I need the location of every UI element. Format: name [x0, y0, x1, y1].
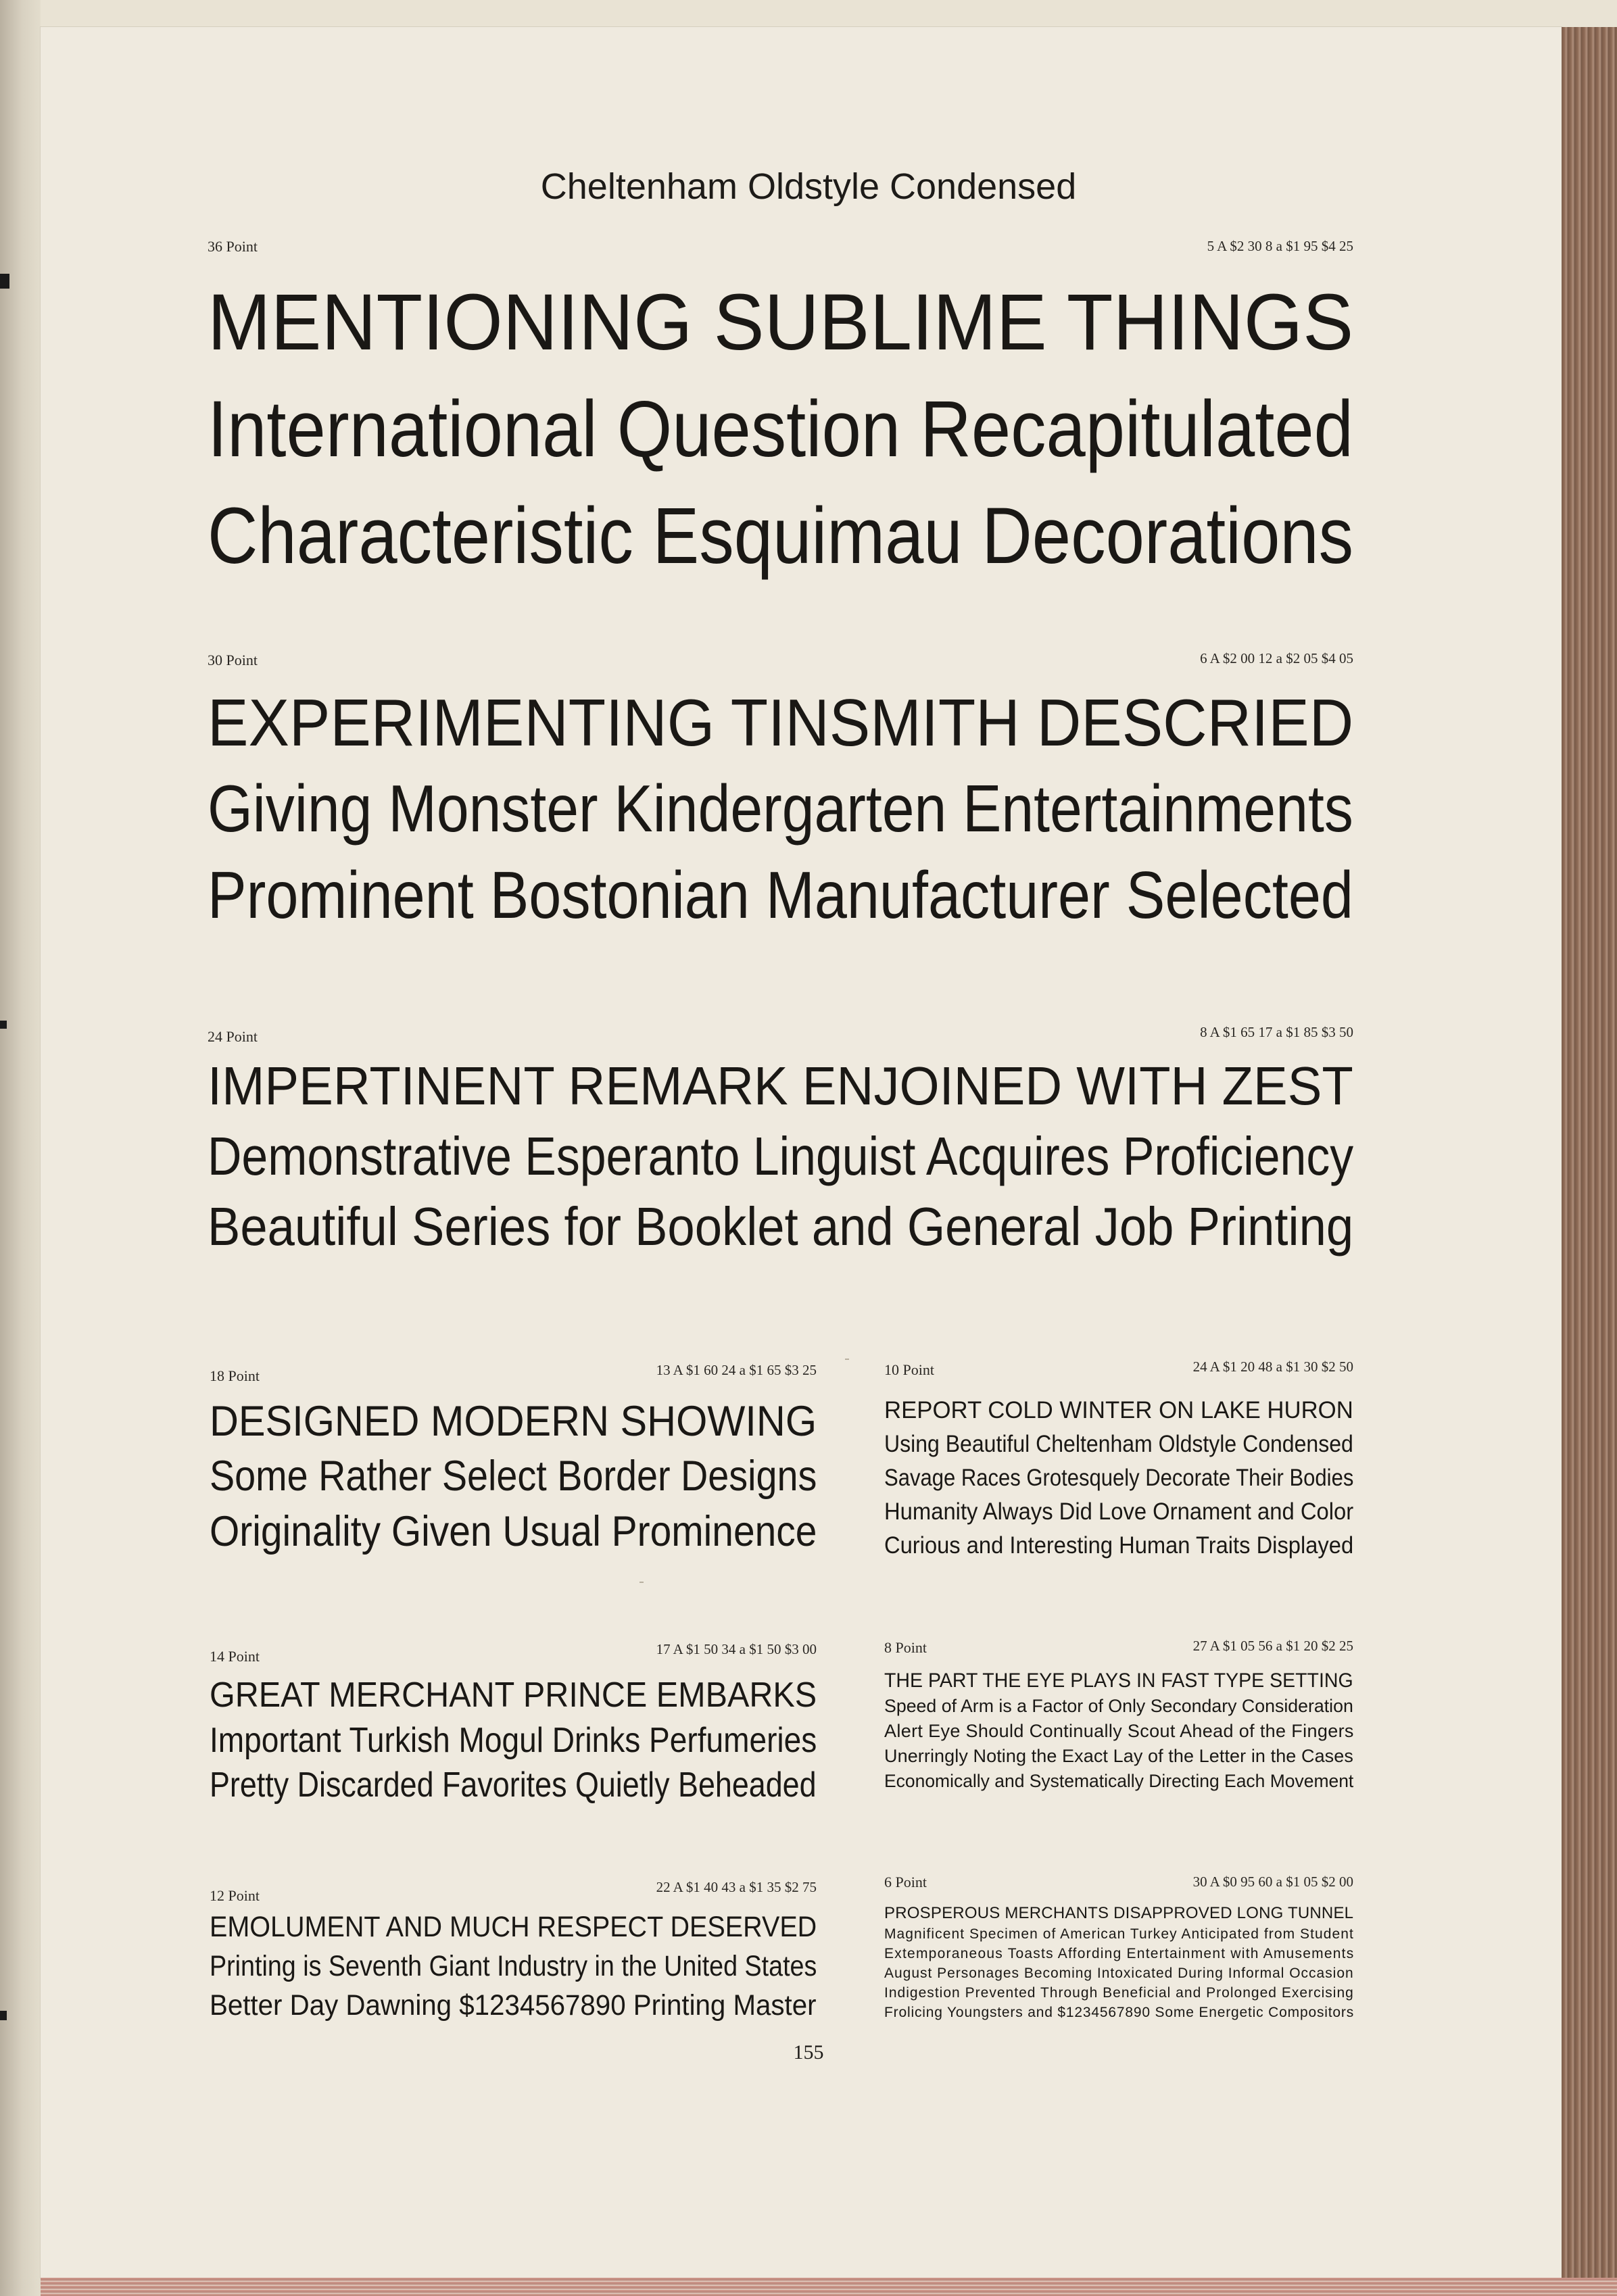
point-size-label: 30 Point	[208, 652, 258, 668]
specimen-36-point	[208, 237, 1353, 581]
point-size-label: 6 Point	[884, 1874, 927, 1890]
point-size-label: 8 Point	[884, 1639, 927, 1656]
specimen-line: Prominent Bostonian Manufacturer Selected	[208, 858, 1353, 932]
specimen-line: Curious and Interesting Human Traits Displayed	[884, 1532, 1354, 1559]
price-list: 8 A $1 65 17 a $1 85 $3 50	[1200, 1024, 1353, 1040]
specimen-30-point	[208, 650, 1353, 948]
specimen-line: REPORT COLD WINTER ON LAKE HURON	[884, 1397, 1353, 1423]
specimen-line: Humanity Always Did Love Ornament and Color	[884, 1498, 1354, 1525]
point-size-label: 14 Point	[210, 1648, 260, 1665]
specimen-line: MENTIONING SUBLIME THINGS	[208, 278, 1354, 367]
point-size-label: 10 Point	[884, 1361, 934, 1378]
specimen-line: Extemporaneous Toasts Affording Entertainment with Amusements	[884, 1946, 1355, 1961]
specimen-line: Giving Monster Kindergarten Entertainments	[208, 771, 1353, 846]
specimen-line: Using Beautiful Cheltenham Oldstyle Condensed	[884, 1431, 1353, 1457]
page-edges-right	[1562, 27, 1617, 2278]
specimen-line: Unerringly Noting the Exact Lay of the Letter in the Cases	[884, 1746, 1353, 1766]
specimen-line: PROSPEROUS MERCHANTS DISAPPROVED LONG TUNNEL	[884, 1904, 1354, 1922]
specimen-line: Printing is Seventh Giant Industry in the United States	[210, 1950, 817, 1982]
point-size-label: 24 Point	[208, 1028, 258, 1045]
page-number: 155	[793, 2041, 824, 2063]
price-list: 5 A $2 30 8 a $1 95 $4 25	[1207, 238, 1353, 254]
specimen-line: IMPERTINENT REMARK ENJOINED WITH ZEST	[208, 1056, 1353, 1116]
specimen-line: Economically and Systematically Directing Each Movement	[884, 1771, 1354, 1791]
specimen-line: THE PART THE EYE PLAYS IN FAST TYPE SETTING	[884, 1669, 1353, 1692]
specimen-line: Speed of Arm is a Factor of Only Secondary Consideration	[884, 1696, 1353, 1716]
specimen-10-point	[884, 1359, 1353, 1561]
price-list: 27 A $1 05 56 a $1 20 $2 25	[1192, 1638, 1353, 1654]
price-list: 22 A $1 40 43 a $1 35 $2 75	[656, 1879, 817, 1895]
page-title: Cheltenham Oldstyle Condensed	[540, 166, 1077, 207]
specimen-24-point	[208, 1024, 1353, 1281]
specimen-line: International Question Recapitulated	[208, 385, 1353, 474]
specimen-line: GREAT MERCHANT PRINCE EMBARKS	[210, 1676, 817, 1715]
specimen-6-point	[884, 1874, 1353, 2036]
specimen-line: Savage Races Grotesquely Decorate Their Bodies	[884, 1465, 1354, 1491]
point-size-label: 12 Point	[210, 1887, 260, 1904]
specimen-line: Beautiful Series for Booklet and General Job Printing	[208, 1196, 1354, 1256]
specimen-18-point	[210, 1362, 817, 1571]
page-edges-bottom	[41, 2278, 1617, 2296]
specimen-line: Originality Given Usual Prominence	[210, 1508, 817, 1555]
column-divider-mark	[639, 1582, 644, 1583]
price-list: 24 A $1 20 48 a $1 30 $2 50	[1192, 1359, 1353, 1375]
binding-mark	[0, 274, 9, 289]
price-list: 17 A $1 50 34 a $1 50 $3 00	[656, 1641, 817, 1657]
specimen-12-point	[210, 1879, 817, 2034]
specimen-line: Pretty Discarded Favorites Quietly Beheaded	[210, 1765, 817, 1805]
price-list: 6 A $2 00 12 a $2 05 $4 05	[1200, 650, 1353, 666]
specimen-line: Alert Eye Should Continually Scout Ahead of the Fingers	[884, 1721, 1354, 1741]
price-list: 30 A $0 95 60 a $1 05 $2 00	[1192, 1874, 1353, 1890]
specimen-line: Indigestion Prevented Through Beneficial and Prolonged Exercising	[884, 1985, 1354, 2001]
specimen-line: Characteristic Esquimau Decorations	[208, 491, 1354, 581]
specimen-line: Frolicing Youngsters and $1234567890 Some Energetic Compositors	[884, 2005, 1355, 2020]
specimen-line: Magnificent Specimen of American Turkey Anticipated from Student	[884, 1926, 1354, 1942]
point-size-label: 36 Point	[208, 238, 258, 255]
specimen-14-point	[210, 1641, 817, 1817]
specimen-line: EMOLUMENT AND MUCH RESPECT DESERVED	[210, 1911, 817, 1943]
binding-mark	[0, 1021, 7, 1029]
specimen-line: Demonstrative Esperanto Linguist Acquires Proficiency	[208, 1126, 1354, 1186]
specimen-line: Better Day Dawning $1234567890 Printing Master	[210, 1989, 817, 2022]
price-list: 13 A $1 60 24 a $1 65 $3 25	[656, 1362, 817, 1378]
book-gutter	[0, 0, 41, 2296]
point-size-label: 18 Point	[210, 1367, 260, 1384]
column-divider-mark	[845, 1359, 849, 1360]
specimen-line: Important Turkish Mogul Drinks Perfumeries	[210, 1721, 817, 1760]
binding-mark	[0, 2011, 7, 2020]
specimen-line: EXPERIMENTING TINSMITH DESCRIED	[208, 685, 1354, 760]
specimen-8-point	[884, 1638, 1353, 1800]
specimen-line: Some Rather Select Border Designs	[210, 1452, 817, 1500]
specimen-line: August Personages Becoming Intoxicated During Informal Occasion	[884, 1965, 1354, 1981]
specimen-line: DESIGNED MODERN SHOWING	[210, 1398, 817, 1445]
